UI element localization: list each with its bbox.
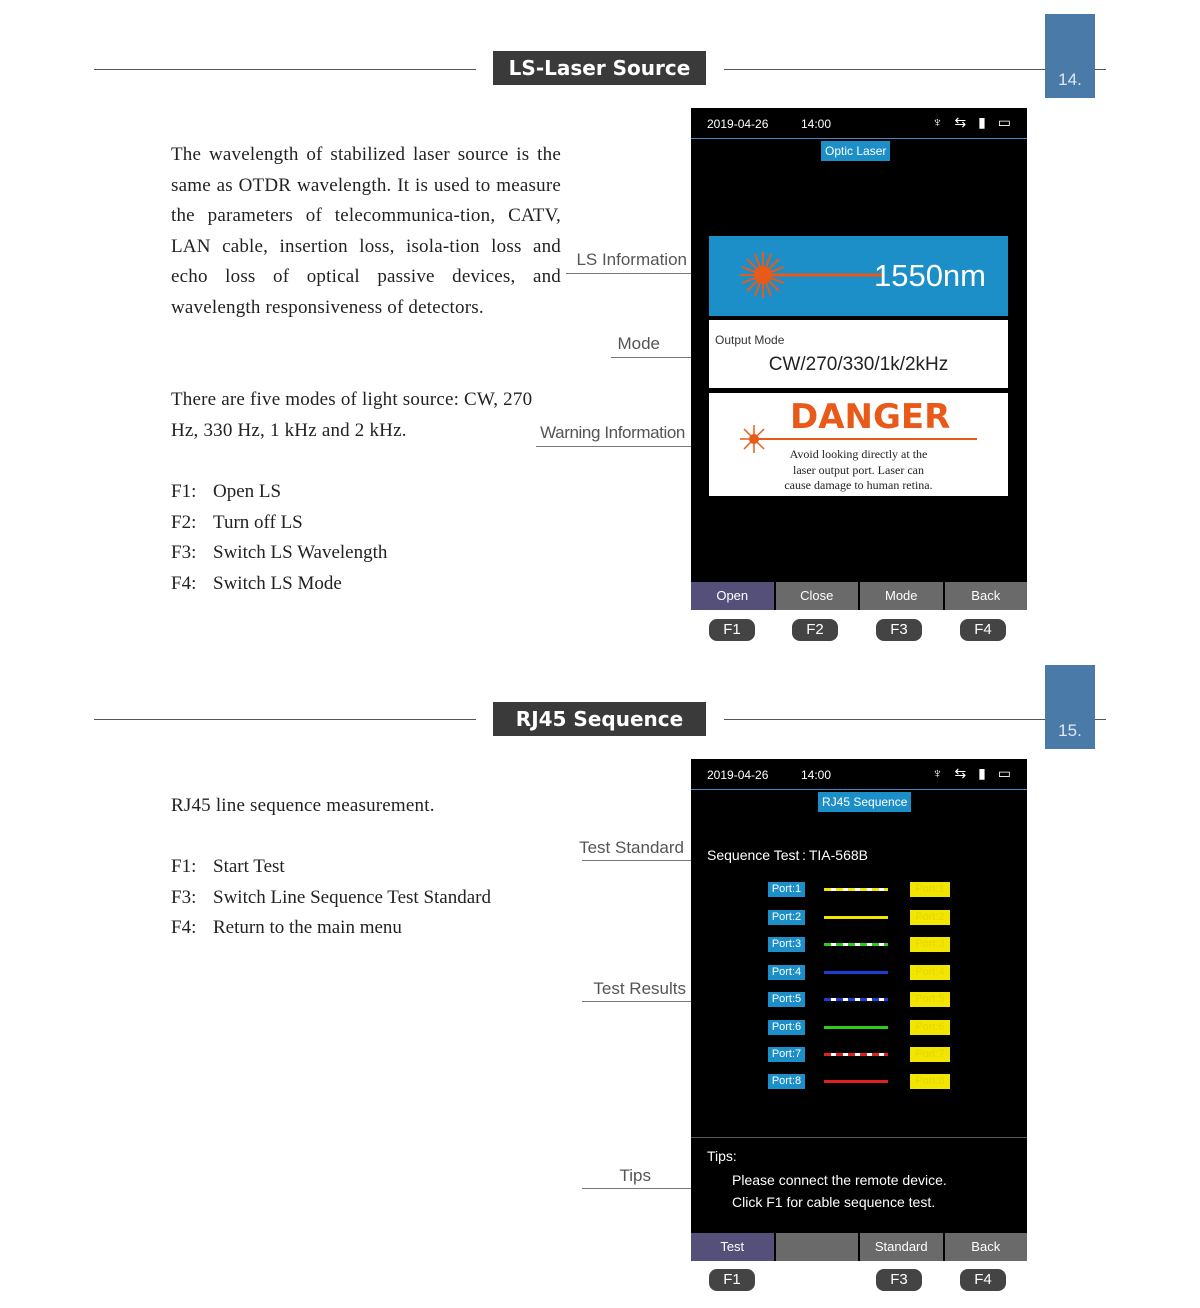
- function-item: [171, 508, 387, 539]
- softkey-open[interactable]: Open: [691, 582, 774, 610]
- wire-3: [824, 943, 888, 946]
- f2-key[interactable]: F2: [792, 619, 838, 641]
- tips-label: Tips:: [707, 1148, 737, 1164]
- callout-line: [582, 1001, 702, 1002]
- function-item: [171, 913, 491, 944]
- port-left: Port:7: [768, 1047, 805, 1062]
- callout-mode: Mode: [617, 334, 660, 353]
- f4-key[interactable]: F4: [960, 1269, 1006, 1291]
- softkey-empty: [776, 1233, 859, 1261]
- port-right: Port:3: [910, 937, 950, 952]
- output-mode-value: CW/270/330/1k/2kHz: [768, 354, 949, 375]
- port-left: Port:4: [768, 965, 805, 980]
- wavelength-value: 1550nm: [873, 258, 986, 293]
- sequence-test-standard: Sequence Test : TIA-568B: [707, 847, 868, 863]
- tips-line-2: Click F1 for cable sequence test.: [732, 1194, 936, 1210]
- danger-text-3: cause damage to human retina.: [784, 478, 933, 492]
- wire-5: [824, 998, 888, 1001]
- port-left: Port:5: [768, 992, 805, 1007]
- function-key: F1:: [171, 856, 197, 877]
- danger-text-1: Avoid looking directly at the: [789, 447, 928, 461]
- function-key: F1:: [171, 481, 197, 502]
- screen-title: RJ45 Sequence: [818, 792, 911, 812]
- section-title: RJ45 Sequence: [493, 702, 706, 736]
- function-key: F2:: [171, 511, 197, 533]
- port-right: Port:4: [910, 965, 950, 980]
- callout-ls-information: LS Information: [576, 250, 687, 269]
- port-right: Port:5: [910, 992, 950, 1007]
- function-key: F4:: [171, 572, 197, 594]
- callout-tips: Tips: [619, 1166, 651, 1185]
- function-list: [171, 477, 387, 599]
- screen-title: Optic Laser: [821, 141, 890, 161]
- port-right: Port:7: [910, 1047, 950, 1062]
- header-rule-left: [94, 719, 476, 720]
- section-description: RJ45 line sequence measurement.: [171, 795, 435, 816]
- function-desc: Switch LS Mode: [213, 572, 342, 594]
- wire-1: [824, 888, 888, 891]
- tips-line-1: Please connect the remote device.: [732, 1172, 947, 1188]
- output-mode-panel: [709, 320, 1008, 388]
- callout-line: [566, 273, 702, 274]
- port-left: Port:6: [768, 1020, 805, 1035]
- tips-divider: [691, 1137, 1027, 1138]
- wire-6: [824, 1026, 888, 1029]
- warning-panel: [709, 393, 1008, 496]
- softkey-test[interactable]: Test: [691, 1233, 774, 1261]
- softkey-back[interactable]: Back: [945, 582, 1028, 610]
- danger-title: DANGER: [790, 397, 951, 437]
- section-description: The wavelength of stabilized laser source is the same as OTDR wavelength. It is used to measure the parameters of telecommunica-tion, CATV, LAN cable, insertion loss, isola-tion loss and echo loss of optical passive devices, and wavelength responsiveness of detectors.: [171, 144, 561, 318]
- ls-information-panel: [709, 236, 1008, 316]
- softkey-standard[interactable]: Standard: [860, 1233, 943, 1261]
- f1-key[interactable]: F1: [709, 1269, 755, 1291]
- section-title: LS-Laser Source: [493, 51, 706, 85]
- function-item: [171, 852, 491, 883]
- function-key: F3:: [171, 886, 197, 908]
- modes-text: There are five modes of light source: CW, 270 Hz, 330 Hz, 1 kHz and 2 kHz.: [171, 389, 533, 441]
- callout-line: [582, 860, 702, 861]
- function-item: [171, 538, 387, 569]
- wire-2: [824, 916, 888, 919]
- wire-4: [824, 971, 888, 974]
- wire-8: [824, 1080, 888, 1083]
- port-right: Port:6: [910, 1020, 950, 1035]
- danger-text-2: laser output port. Laser can: [793, 463, 924, 477]
- port-right: Port:1: [910, 882, 950, 897]
- softkey-bar: [691, 582, 1027, 610]
- wire-7: [824, 1053, 888, 1056]
- function-desc: Turn off LS: [213, 511, 303, 533]
- status-time: 14:00: [801, 117, 832, 131]
- device-screen-rj45: [691, 759, 1027, 1261]
- page-number: 14.: [1058, 70, 1082, 89]
- f4-key[interactable]: F4: [960, 619, 1006, 641]
- header-rule-left: [94, 69, 476, 70]
- callout-line: [536, 446, 702, 447]
- function-key: F4:: [171, 917, 197, 939]
- status-icons: ♆ ⇆ ▮ ▭: [932, 114, 1015, 130]
- f3-key[interactable]: F3: [876, 1269, 922, 1291]
- port-left: Port:2: [768, 910, 805, 925]
- port-right: Port:8: [910, 1074, 950, 1089]
- function-desc: Start Test: [213, 856, 285, 877]
- port-left: Port:1: [768, 882, 805, 897]
- function-desc: Switch Line Sequence Test Standard: [213, 886, 491, 908]
- status-bar: [691, 759, 1027, 790]
- status-date: 2019-04-26: [707, 117, 769, 131]
- port-right: Port:2: [910, 910, 950, 925]
- callout-test-standard: Test Standard: [579, 838, 684, 857]
- callout-test-results: Test Results: [593, 979, 686, 998]
- device-screen-laser: [691, 108, 1027, 610]
- page-number-tab: [1045, 665, 1095, 749]
- laser-burst-icon: [733, 250, 883, 300]
- status-icons: ♆ ⇆ ▮ ▭: [932, 765, 1015, 781]
- function-desc: Return to the main menu: [213, 917, 402, 939]
- function-item: [171, 569, 387, 600]
- function-item: [171, 883, 491, 914]
- function-key: F3:: [171, 542, 197, 564]
- function-desc: Switch LS Wavelength: [213, 542, 388, 564]
- f3-key[interactable]: F3: [876, 619, 922, 641]
- status-bar: [691, 108, 1027, 139]
- page-number: 15.: [1058, 721, 1082, 740]
- softkey-back[interactable]: Back: [945, 1233, 1028, 1261]
- softkey-close[interactable]: Close: [776, 582, 859, 610]
- output-mode-label: Output Mode: [715, 333, 785, 347]
- port-left: Port:8: [768, 1074, 805, 1089]
- callout-line: [611, 357, 701, 358]
- status-date: 2019-04-26: [707, 768, 769, 782]
- callout-line: [582, 1188, 702, 1189]
- function-item: [171, 477, 387, 508]
- function-list: [171, 852, 491, 944]
- status-time: 14:00: [801, 768, 832, 782]
- softkey-bar: [691, 1233, 1027, 1261]
- page-number-tab: [1045, 14, 1095, 98]
- callout-warning-information: Warning Information: [540, 423, 685, 442]
- f1-key[interactable]: F1: [709, 619, 755, 641]
- softkey-mode[interactable]: Mode: [860, 582, 943, 610]
- function-desc: Open LS: [213, 481, 282, 502]
- port-left: Port:3: [768, 937, 805, 952]
